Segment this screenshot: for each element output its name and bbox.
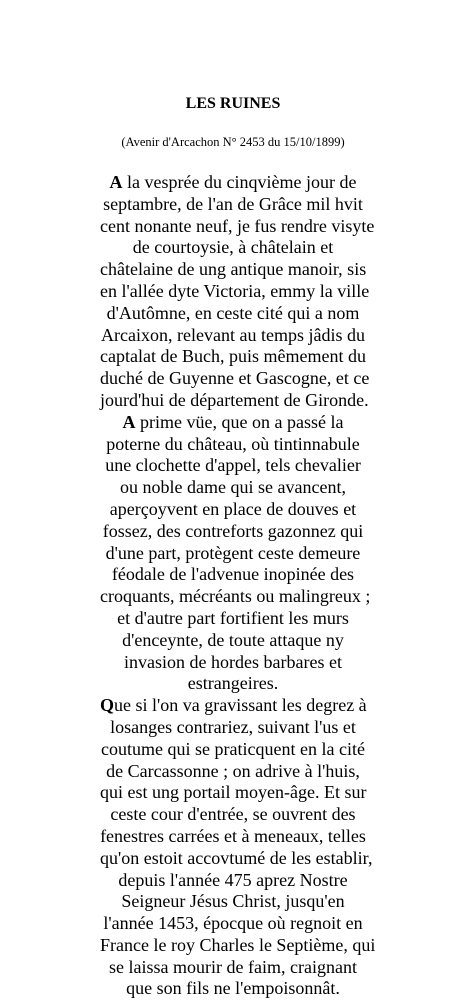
paragraph-3 [100,695,376,1000]
paragraph-line: septambre, de l'an de Grâce mil hvit [103,193,363,214]
paragraph-line: fossez, des contreforts gazonnez qui [102,520,364,541]
paragraph-line: fenestres carrées et à meneaux, telles [100,825,366,846]
paragraph-line: poterne du château, où tintinnabule [106,433,360,454]
paragraph-line: jourd'hui de département de Gironde. [100,389,369,410]
paragraph-line: captalat de Buch, puis mêmement du [100,346,366,367]
paragraph-line: de courtoysie, à châtelain et [132,237,334,258]
paragraph-line: France le roy Charles le Septième, qui [100,934,376,955]
paragraph-line: une clochette d'appel, tels chevalier [105,455,361,476]
paragraph-line: d'Autômne, en ceste cité qui a nom [106,302,360,323]
paragraph-lead-letter: Q [100,695,115,716]
document-title: LES RUINES [185,95,281,112]
paragraph-line: duché de Guyenne et Gascogne, et ce [100,368,370,389]
paragraph-line: qu'on estoit accovtumé de les establir, [100,847,373,868]
paragraph-line: coutume qui se praticquent en la cité [101,738,365,759]
document-body [100,172,376,1000]
paragraph-line: depuis l'année 475 aprez Nostre [118,869,348,890]
paragraph-line: estrangeires. [187,673,279,694]
paragraph-2 [100,411,371,695]
paragraph-lead-letter: A [122,411,136,432]
paragraph-line: invasion de hordes barbares et [124,651,342,672]
paragraph-line: A prime vüe, que on a passé la [122,411,344,432]
paragraph-lead-letter: A [109,172,123,192]
paragraph-line: losanges contrariez, suivant l'us et [110,716,356,737]
paragraph-line: d'enceynte, de toute attaque ny [122,629,344,650]
paragraph-line: Seigneur Jésus Christ, jusqu'en [121,891,345,912]
paragraph-line: croquants, mécréants ou malingreux ; [100,586,371,607]
paragraph-line: Que si l'on va gravissant les degrez à [100,695,367,716]
paragraph-1 [100,172,375,412]
paragraph-line: que son fils ne l'empoisonnât. [126,978,340,999]
paragraph-line: ou noble dame qui se avancent, [120,477,346,498]
paragraph-line: ceste cour d'entrée, se ouvrent des [110,804,356,825]
paragraph-line: d'une part, protègent ceste demeure [105,542,361,563]
paragraph-line: A la vesprée du cinqvième jour de [109,172,357,192]
paragraph-line: féodale de l'advenue inopinée des [111,564,355,585]
paragraph-line: châtelaine de ung antique manoir, sis [100,259,367,280]
paragraph-line: se laissa mourir de faim, craignant [109,956,357,977]
paragraph-line: aperçoyvent en place de douves et [109,498,357,519]
paragraph-line: et d'autre part fortifient les murs [117,607,349,628]
paragraph-line: qui est ung portail moyen-âge. Et sur [100,782,367,803]
paragraph-line: de Carcassonne ; on adrive à l'huis, [106,760,360,781]
paragraph-line: cent nonante neuf, je fus rendre visyte [100,215,375,236]
paragraph-line: l'année 1453, épocque où regnoit en [103,913,363,934]
document-source-citation: (Avenir d'Arcachon N° 2453 du 15/10/1899) [121,135,345,149]
paragraph-line: Arcaixon, relevant au temps jâdis du [101,324,365,345]
paragraph-line: en l'allée dyte Victoria, emmy la ville [100,280,370,301]
